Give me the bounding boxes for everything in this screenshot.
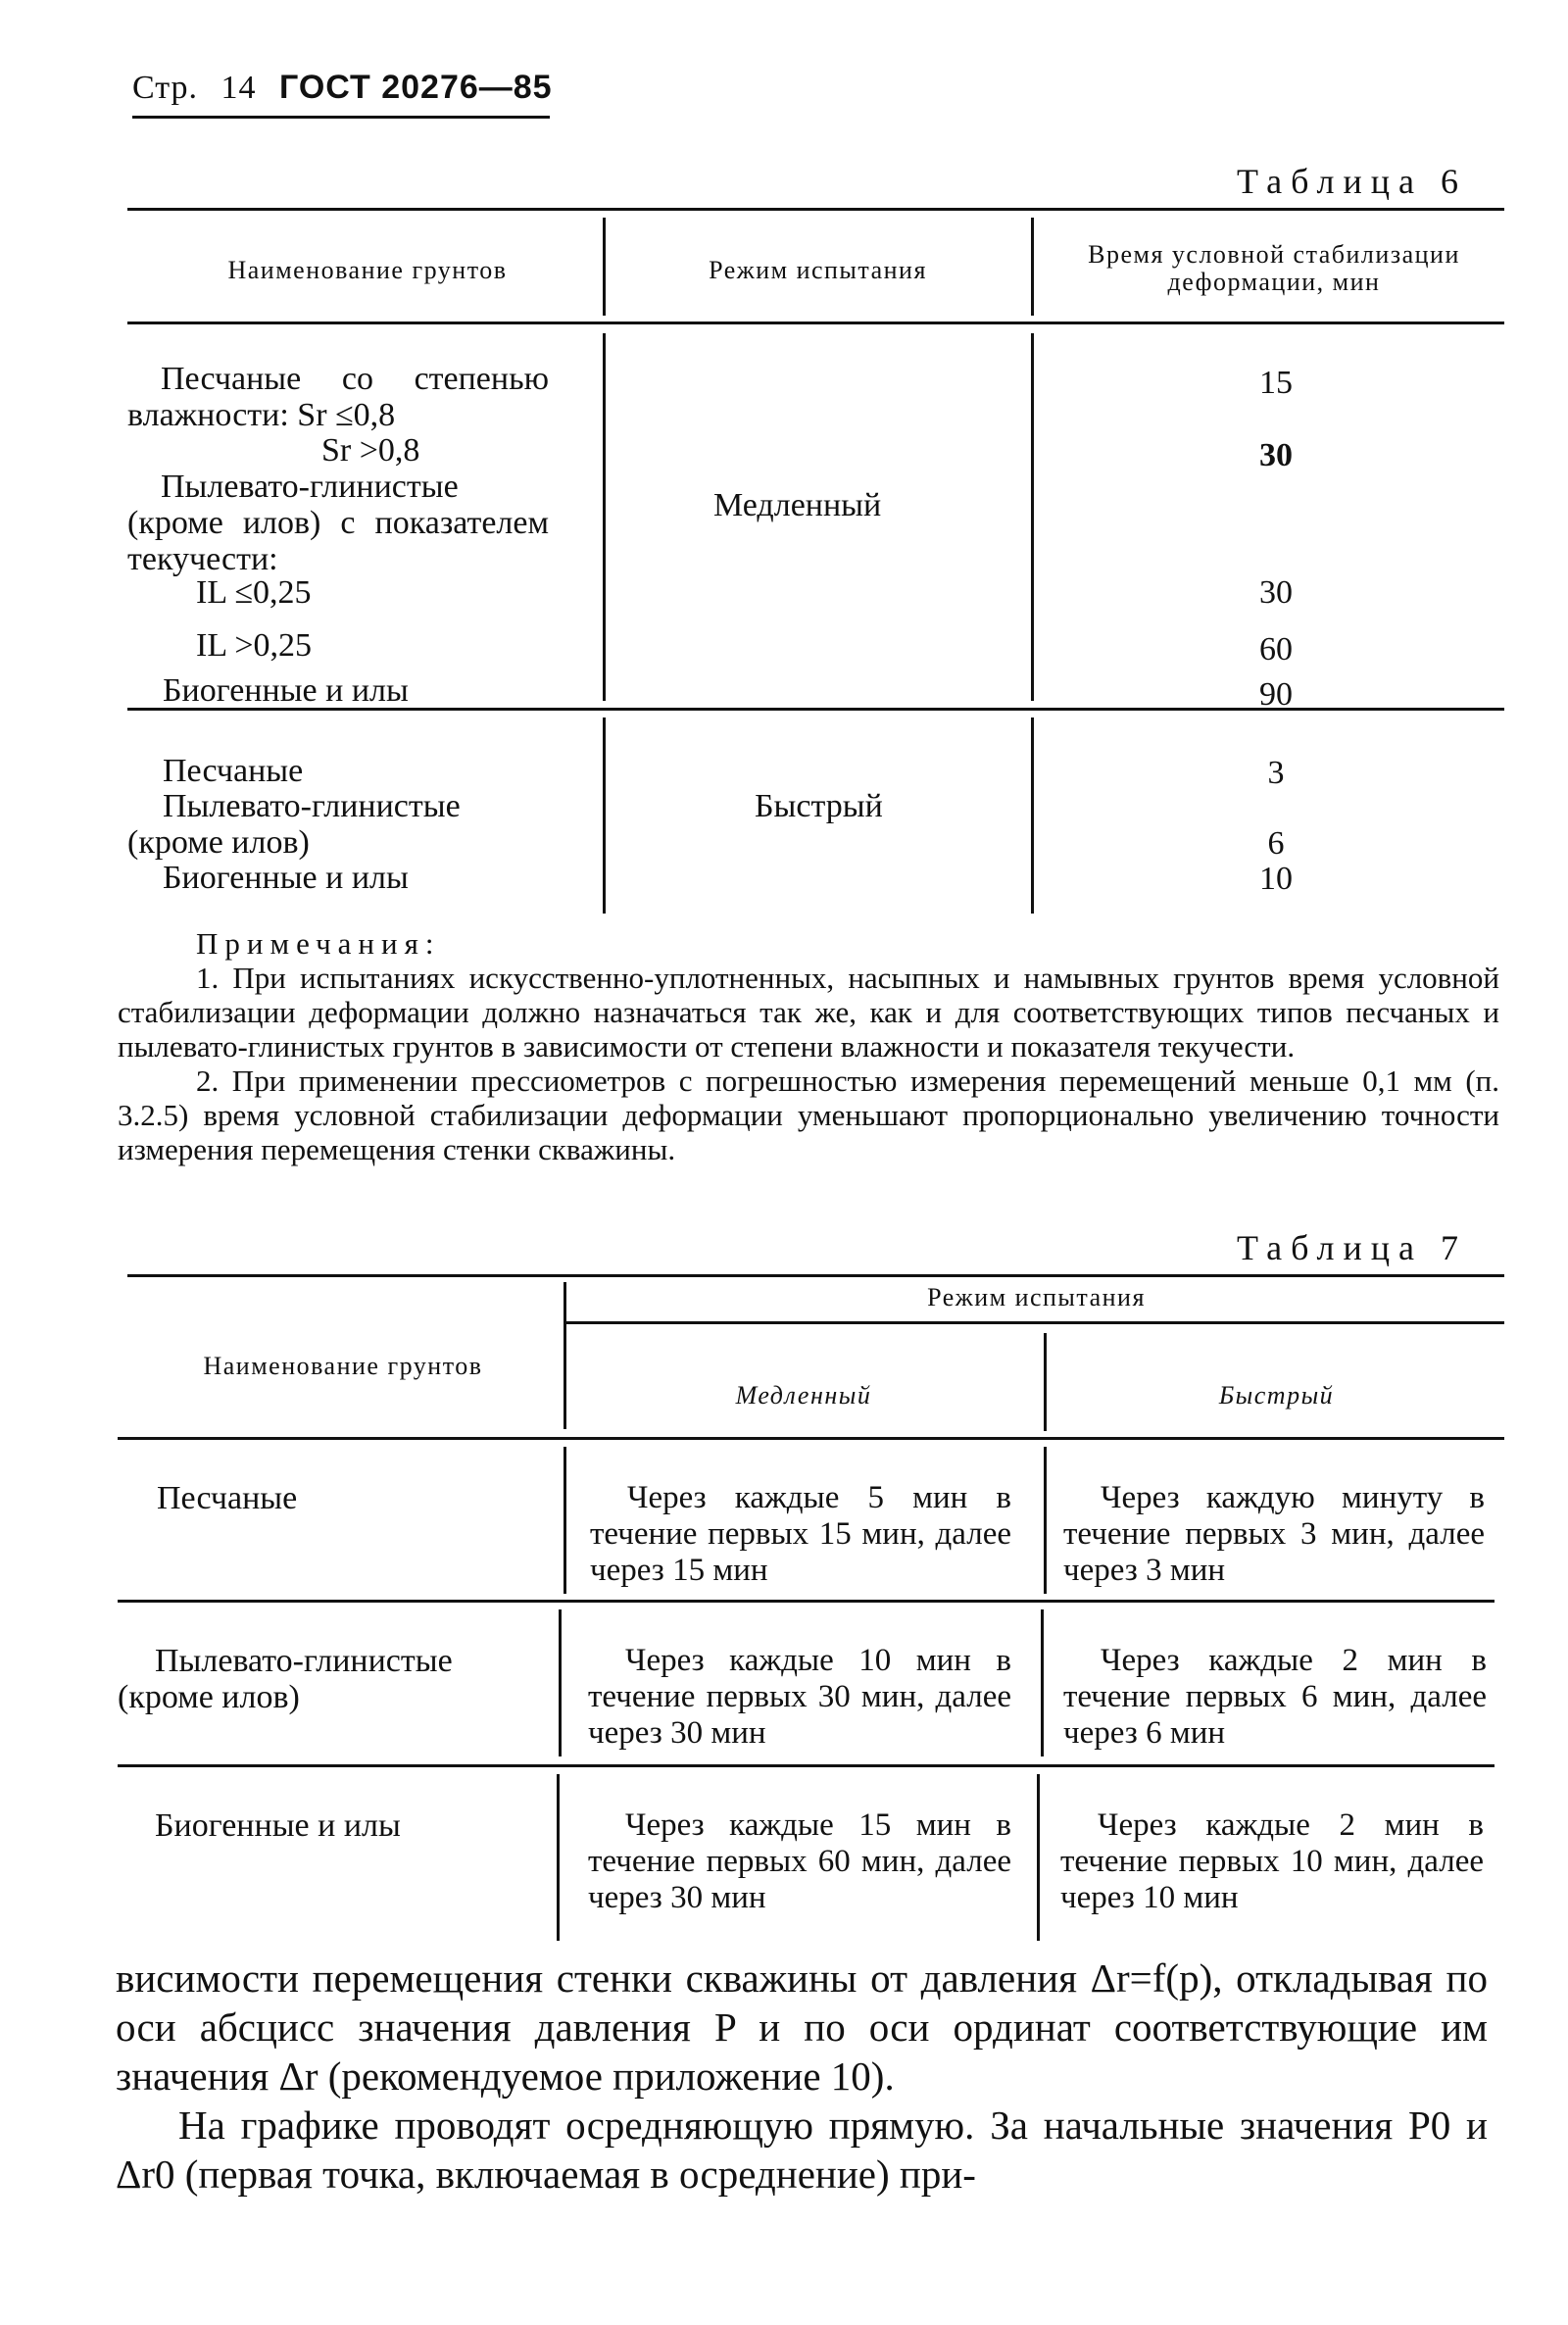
table6-soil: IL ≤0,25 — [196, 574, 312, 611]
table6-soil: Песчаные — [163, 753, 304, 789]
table7-soil: Песчаные — [157, 1480, 298, 1516]
page-number: 14 — [220, 70, 257, 106]
table6-header-soil: Наименование грунтов — [227, 256, 508, 284]
table6-soil: IL >0,25 — [196, 627, 313, 664]
table7-top-rule — [127, 1274, 1504, 1277]
table7-header-slow: Медленный — [735, 1381, 872, 1410]
table6-value: 3 — [1267, 755, 1285, 791]
table6-soil: Sr >0,8 — [321, 432, 420, 469]
table6-caption: Таблица 6 — [1237, 162, 1467, 201]
table6-header-time: Время условной стабилизации деформации, мин — [1088, 240, 1460, 296]
body-paragraph: На графике проводят осредняющую прямую. За начальные значения P0 и Δr0 (первая точка, включаемая в осреднение) при- — [116, 2102, 1488, 2197]
notes-title: Примечания: — [196, 926, 441, 961]
table7-slow-cell: Через каждые 10 мин в течение первых 30 мин, далее через 30 мин — [588, 1643, 1011, 1751]
table7-header-mode: Режим испытания — [927, 1283, 1146, 1311]
body-text — [116, 1954, 1488, 2199]
table7-vline — [1044, 1333, 1047, 1431]
table7-header-fast: Быстрый — [1218, 1381, 1335, 1410]
table7-mode-rule — [566, 1321, 1504, 1324]
table6-vline — [1031, 333, 1034, 701]
header-underline — [132, 116, 550, 119]
table6-value: 10 — [1259, 861, 1293, 897]
table7-vline — [559, 1609, 562, 1756]
table7-fast-cell: Через каждые 2 мин в течение первых 10 мин, далее через 10 мин — [1060, 1807, 1484, 1915]
table6-notes — [118, 926, 1499, 1166]
table7-vline — [1044, 1447, 1047, 1594]
table7-vline — [1041, 1609, 1044, 1756]
standard-number: ГОСТ 20276—85 — [279, 69, 553, 106]
table6-top-rule — [127, 208, 1504, 211]
table6-mode-fast: Быстрый — [755, 788, 883, 824]
table6-value: 30 — [1259, 437, 1293, 473]
table6-header-mode: Режим испытания — [709, 256, 927, 284]
table7-vline — [1037, 1774, 1040, 1941]
table7-row-rule — [118, 1764, 1494, 1767]
table7-row-rule — [118, 1600, 1494, 1603]
note-item: 1. При испытаниях искусственно-уплотненных, насыпных и намывных грунтов время условной стабилизации деформации должно назначаться так же, как и для соответствующих типов песчаных и пылевато-глинистых грунтов в зависимости от степени влажности и показателя текучести. — [118, 961, 1499, 1064]
table7-slow-cell: Через каждые 15 мин в течение первых 60 мин, далее через 30 мин — [588, 1807, 1011, 1915]
table7-header-soil: Наименование грунтов — [203, 1352, 483, 1380]
table6-value: 60 — [1259, 631, 1293, 668]
table7-soil: Пылевато-глинистые (кроме илов) — [118, 1643, 453, 1715]
table7-fast-cell: Через каждую минуту в течение первых 3 мин, далее через 3 мин — [1063, 1480, 1485, 1588]
table6-soil: Пылевато-глинистые (кроме илов) — [127, 788, 461, 861]
page-header — [132, 69, 553, 107]
table7-vline — [564, 1447, 566, 1594]
table7-soil: Биогенные и илы — [155, 1807, 401, 1844]
table6-vline — [1031, 218, 1034, 316]
table6-vline — [603, 717, 606, 914]
table7-vline — [557, 1774, 560, 1941]
page-prefix: Стр. — [132, 70, 199, 106]
table6-value: 15 — [1259, 365, 1293, 401]
table7-caption: Таблица 7 — [1237, 1228, 1467, 1267]
table7-vline — [564, 1282, 566, 1429]
body-paragraph: висимости перемещения стенки скважины от давления Δr=f(p), откладывая по оси абсцисс значения давления P и по оси ординат соответствующие им значения Δr (рекомендуемое приложение 10). — [116, 1955, 1488, 2099]
table6-soil: Биогенные и илы — [163, 860, 409, 896]
table7-fast-cell: Через каждые 2 мин в течение первых 6 мин, далее через 6 мин — [1063, 1643, 1487, 1751]
note-item: 2. При применении прессиометров с погрешностью измерения перемещений меньше 0,1 мм (п. 3.2.5) время условной стабилизации деформации уменьшают пропорционально увеличению точности измерения перемещения стенки скважины. — [118, 1064, 1499, 1166]
table6-value: 90 — [1259, 676, 1293, 713]
table6-header-rule — [127, 322, 1504, 324]
table6-soil: Песчаные со степенью влажности: Sr ≤0,8 — [127, 361, 549, 433]
table6-value: 6 — [1267, 825, 1285, 862]
table6-vline — [603, 333, 606, 701]
table7-slow-cell: Через каждые 5 мин в течение первых 15 мин, далее через 15 мин — [590, 1480, 1011, 1588]
table6-mode-slow: Медленный — [713, 487, 882, 523]
table6-vline — [1031, 717, 1034, 914]
table6-soil: Пылевато-глинистые (кроме илов) с показателем текучести: — [127, 469, 549, 577]
table6-vline — [603, 218, 606, 316]
table6-value: 30 — [1259, 574, 1293, 611]
table6-soil: Биогенные и илы — [163, 672, 409, 709]
table7-header-rule — [118, 1437, 1504, 1440]
